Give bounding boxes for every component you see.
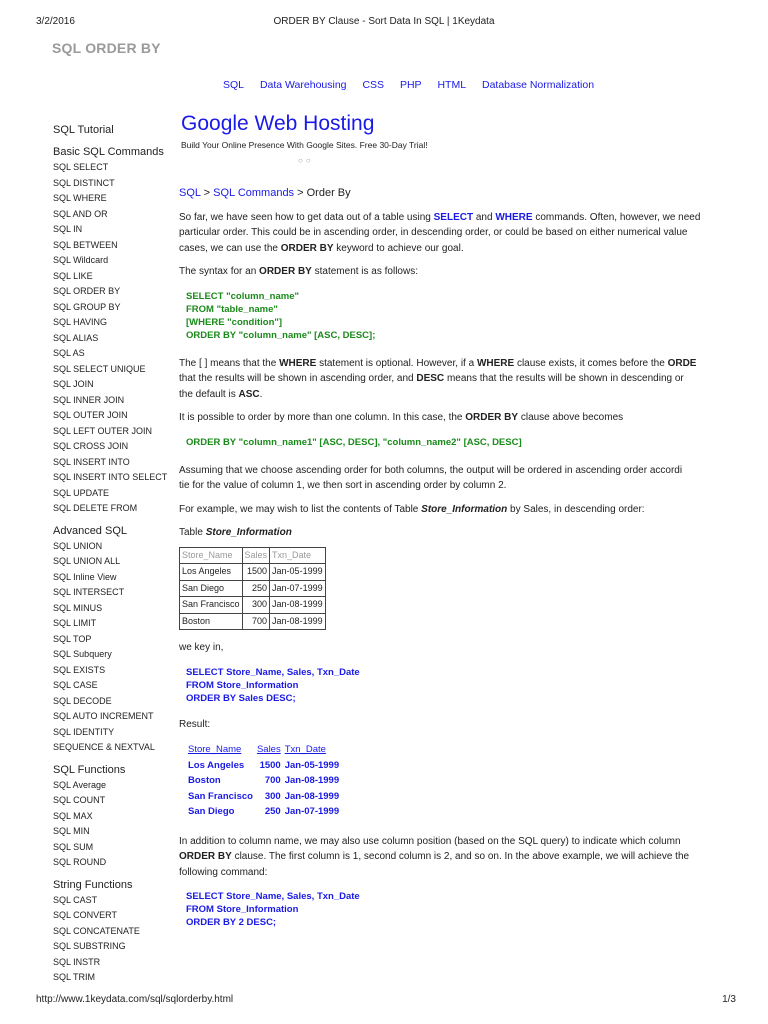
- result-table: [186, 742, 341, 820]
- table-row: Boston 700 Jan-08-1999: [188, 775, 340, 786]
- nav-link-sql[interactable]: SQL: [223, 79, 245, 91]
- sidebar-item-sql-concatenate[interactable]: SQL CONCATENATE: [53, 925, 140, 936]
- multi-column-code: ORDER BY "column_name1" [ASC, DESC], "column_name2" [ASC, DESC]: [186, 436, 522, 448]
- sidebar-item-sql-in[interactable]: SQL IN: [53, 224, 83, 234]
- print-page-number: 1/3: [722, 994, 736, 1005]
- sidebar-item-sql-intersect[interactable]: SQL INTERSECT: [53, 587, 125, 597]
- sidebar-item-sql-top[interactable]: SQL TOP: [53, 633, 92, 644]
- sidebar-item-sql-identity[interactable]: SQL IDENTITY: [53, 726, 115, 737]
- sidebar-item-sql-union-all[interactable]: SQL UNION ALL: [53, 556, 121, 566]
- breadcrumb-current: Order By: [306, 187, 351, 199]
- sidebar-item-sql-round[interactable]: SQL ROUND: [53, 857, 107, 867]
- link-where[interactable]: WHERE: [495, 211, 533, 223]
- table-row: San Francisco 300 Jan-08-1999: [180, 597, 326, 614]
- sidebar-section-heading[interactable]: Advanced SQL: [53, 524, 127, 537]
- sidebar-item-sql-between[interactable]: SQL BETWEEN: [53, 239, 118, 250]
- sidebar-item-sql-cross-join[interactable]: SQL CROSS JOIN: [53, 441, 129, 451]
- example-paragraph: For example, we may wish to list the contents of Table Store_Information by Sales, in descending order:: [179, 503, 645, 515]
- syntax-code-block: SELECT "column_name" FROM "table_name" [WHERE "condition"] ORDER BY "column_name" [ASC, DESC];: [186, 290, 376, 341]
- nav-link-css[interactable]: CSS: [362, 79, 385, 91]
- sidebar-section-heading[interactable]: Basic SQL Commands: [53, 146, 164, 158]
- sidebar-item-sql-max[interactable]: SQL MAX: [53, 810, 93, 821]
- ad-carousel-dots[interactable]: ○○: [298, 156, 314, 165]
- store-information-table: [179, 547, 326, 631]
- sidebar-item-sql-like[interactable]: SQL LIKE: [53, 270, 93, 281]
- sidebar-item-sql-limit[interactable]: SQL LIMIT: [53, 618, 97, 628]
- sidebar-item-sql-average[interactable]: SQL Average: [53, 779, 107, 790]
- table-row: Boston 700 Jan-08-1999: [180, 613, 326, 630]
- print-date: 3/2/2016: [36, 16, 75, 27]
- sidebar-item-sql-inner-join[interactable]: SQL INNER JOIN: [53, 394, 125, 405]
- breadcrumb-sql-commands[interactable]: SQL Commands: [213, 187, 295, 199]
- sidebar-item-sql-instr[interactable]: SQL INSTR: [53, 956, 101, 967]
- sidebar-item-sql-exists[interactable]: SQL EXISTS: [53, 664, 106, 675]
- sidebar: [53, 122, 173, 986]
- result-label: Result:: [179, 718, 211, 730]
- nav-link-php[interactable]: PHP: [399, 79, 422, 91]
- table-row: San Diego 250 Jan-07-1999: [180, 580, 326, 597]
- sidebar-item-sql-count[interactable]: SQL COUNT: [53, 795, 106, 805]
- sidebar-item-sql-trim[interactable]: SQL TRIM: [53, 972, 96, 982]
- sidebar-item-sql-where[interactable]: SQL WHERE: [53, 193, 107, 203]
- table-row: San Diego 250 Jan-07-1999: [188, 806, 340, 817]
- sidebar-item-sql-having[interactable]: SQL HAVING: [53, 317, 108, 327]
- sidebar-item-sql-outer-join[interactable]: SQL OUTER JOIN: [53, 410, 128, 420]
- ad-banner[interactable]: [181, 110, 741, 165]
- sidebar-item-sql-left-outer-join[interactable]: SQL LEFT OUTER JOIN: [53, 425, 153, 436]
- breadcrumb: [179, 186, 734, 202]
- nav-link-database-normalization[interactable]: Database Normalization: [481, 79, 595, 91]
- site-title: SQL ORDER BY: [52, 40, 161, 56]
- print-page-title: ORDER BY Clause - Sort Data In SQL | 1Keydata: [273, 16, 495, 27]
- sidebar-item-sql-minus[interactable]: SQL MINUS: [53, 602, 103, 613]
- table-label: Table Store_Information: [179, 527, 292, 538]
- sidebar-item-sql-insert-into[interactable]: SQL INSERT INTO: [53, 456, 130, 467]
- sidebar-item-sql-sum[interactable]: SQL SUM: [53, 841, 94, 852]
- sidebar-item-sql-as[interactable]: SQL AS: [53, 348, 85, 358]
- result-header-row: Store_Name Sales Txn_Date: [188, 744, 326, 755]
- table-header-row: Store_Name Sales Txn_Date: [180, 547, 326, 564]
- sidebar-item-sql-delete-from[interactable]: SQL DELETE FROM: [53, 503, 138, 513]
- sidebar-item-sql-wildcard[interactable]: SQL Wildcard: [53, 255, 109, 265]
- sidebar-item-sql-insert-into-select[interactable]: SQL INSERT INTO SELECT: [53, 472, 168, 482]
- ad-title[interactable]: Google Web Hosting: [181, 112, 375, 135]
- we-key-in-text: we key in,: [179, 642, 224, 653]
- syntax-intro: The syntax for an ORDER BY statement is as follows:: [179, 266, 418, 277]
- sidebar-item-sql-convert[interactable]: SQL CONVERT: [53, 910, 118, 920]
- sidebar-item-sql-case[interactable]: SQL CASE: [53, 680, 98, 690]
- multi-column-paragraph: It is possible to order by more than one column. In this case, the ORDER BY clause above becomes: [179, 412, 624, 423]
- nav-link-data-warehousing[interactable]: Data Warehousing: [259, 79, 347, 91]
- table-row: San Francisco 300 Jan-08-1999: [188, 790, 340, 802]
- print-url: http://www.1keydata.com/sql/sqlorderby.html: [36, 994, 234, 1005]
- sidebar-item-sql-order-by[interactable]: SQL ORDER BY: [53, 286, 121, 296]
- sidebar-section-heading[interactable]: SQL Functions: [53, 763, 126, 776]
- sidebar-item-sql-select-unique[interactable]: SQL SELECT UNIQUE: [53, 363, 146, 374]
- sidebar-item-sql-union[interactable]: SQL UNION: [53, 540, 103, 551]
- sidebar-section-heading[interactable]: SQL Tutorial: [53, 124, 114, 136]
- sidebar-item-sql-min[interactable]: SQL MIN: [53, 826, 90, 836]
- column-position-paragraph: In addition to column name, we may also use column position (based on the SQL query) to indicate which column ORDER BY clause. The first column is 1, second column is 2, and so on. In the above example, we will achieve the following command:: [179, 835, 690, 878]
- sidebar-item-sql-join[interactable]: SQL JOIN: [53, 379, 94, 389]
- query-code-block: SELECT Store_Name, Sales, Txn_Date FROM Store_Information ORDER BY Sales DESC;: [186, 666, 360, 704]
- sidebar-item-sql-auto-increment[interactable]: SQL AUTO INCREMENT: [53, 711, 154, 721]
- sidebar-item-sql-subquery[interactable]: SQL Subquery: [53, 649, 112, 659]
- sidebar-item-sql-update[interactable]: SQL UPDATE: [53, 487, 110, 498]
- main-content: [179, 186, 734, 929]
- print-header: [0, 16, 768, 32]
- top-navigation: [223, 79, 607, 91]
- table-row: Los Angeles 1500 Jan-05-1999: [180, 564, 326, 581]
- table-row: Los Angeles 1500 Jan-05-1999: [188, 759, 340, 771]
- optional-where-paragraph: The [ ] means that the WHERE statement is optional. However, if a WHERE clause exists, it comes before the ORDE that the results will be shown in ascending order, and DESC means that the results will be shown in descending or the default is ASC.: [179, 357, 697, 400]
- breadcrumb-separator: >: [200, 187, 214, 199]
- ascending-paragraph: Assuming that we choose ascending order for both columns, the output will be ordered in ascending order accordi tie for the value of column 1, we then sort in ascending order by column 2.: [179, 464, 683, 491]
- breadcrumb-separator: >: [294, 187, 307, 199]
- intro-paragraph: So far, we have seen how to get data out of a table using SELECT and WHERE commands. Often, however, we need particular order. This could be in ascending order, in descending order, or could be based on either numerical value cases, we can use the ORDER BY keyword to achieve our goal.: [179, 211, 701, 254]
- position-code-block: SELECT Store_Name, Sales, Txn_Date FROM Store_Information ORDER BY 2 DESC;: [186, 891, 360, 928]
- sidebar-item-sql-cast[interactable]: SQL CAST: [53, 894, 98, 905]
- breadcrumb-sql[interactable]: SQL: [179, 187, 201, 199]
- link-select[interactable]: SELECT: [433, 211, 474, 223]
- sidebar-item-sql-and-or[interactable]: SQL AND OR: [53, 208, 108, 219]
- nav-link-html[interactable]: HTML: [437, 79, 467, 91]
- sidebar-item-sql-inline-view[interactable]: SQL Inline View: [53, 571, 117, 582]
- sidebar-item-sql-group-by[interactable]: SQL GROUP BY: [53, 301, 121, 312]
- sidebar-item-sql-decode[interactable]: SQL DECODE: [53, 695, 112, 706]
- ad-subtitle: Build Your Online Presence With Google Sites. Free 30-Day Trial!: [181, 140, 428, 150]
- sidebar-item-sql-alias[interactable]: SQL ALIAS: [53, 332, 99, 343]
- sidebar-item-sequence-nextval[interactable]: SEQUENCE & NEXTVAL: [53, 742, 155, 752]
- sidebar-item-sql-select[interactable]: SQL SELECT: [53, 162, 109, 172]
- sidebar-item-sql-distinct[interactable]: SQL DISTINCT: [53, 177, 115, 188]
- sidebar-item-sql-substring[interactable]: SQL SUBSTRING: [53, 941, 126, 951]
- sidebar-section-heading[interactable]: String Functions: [53, 878, 133, 891]
